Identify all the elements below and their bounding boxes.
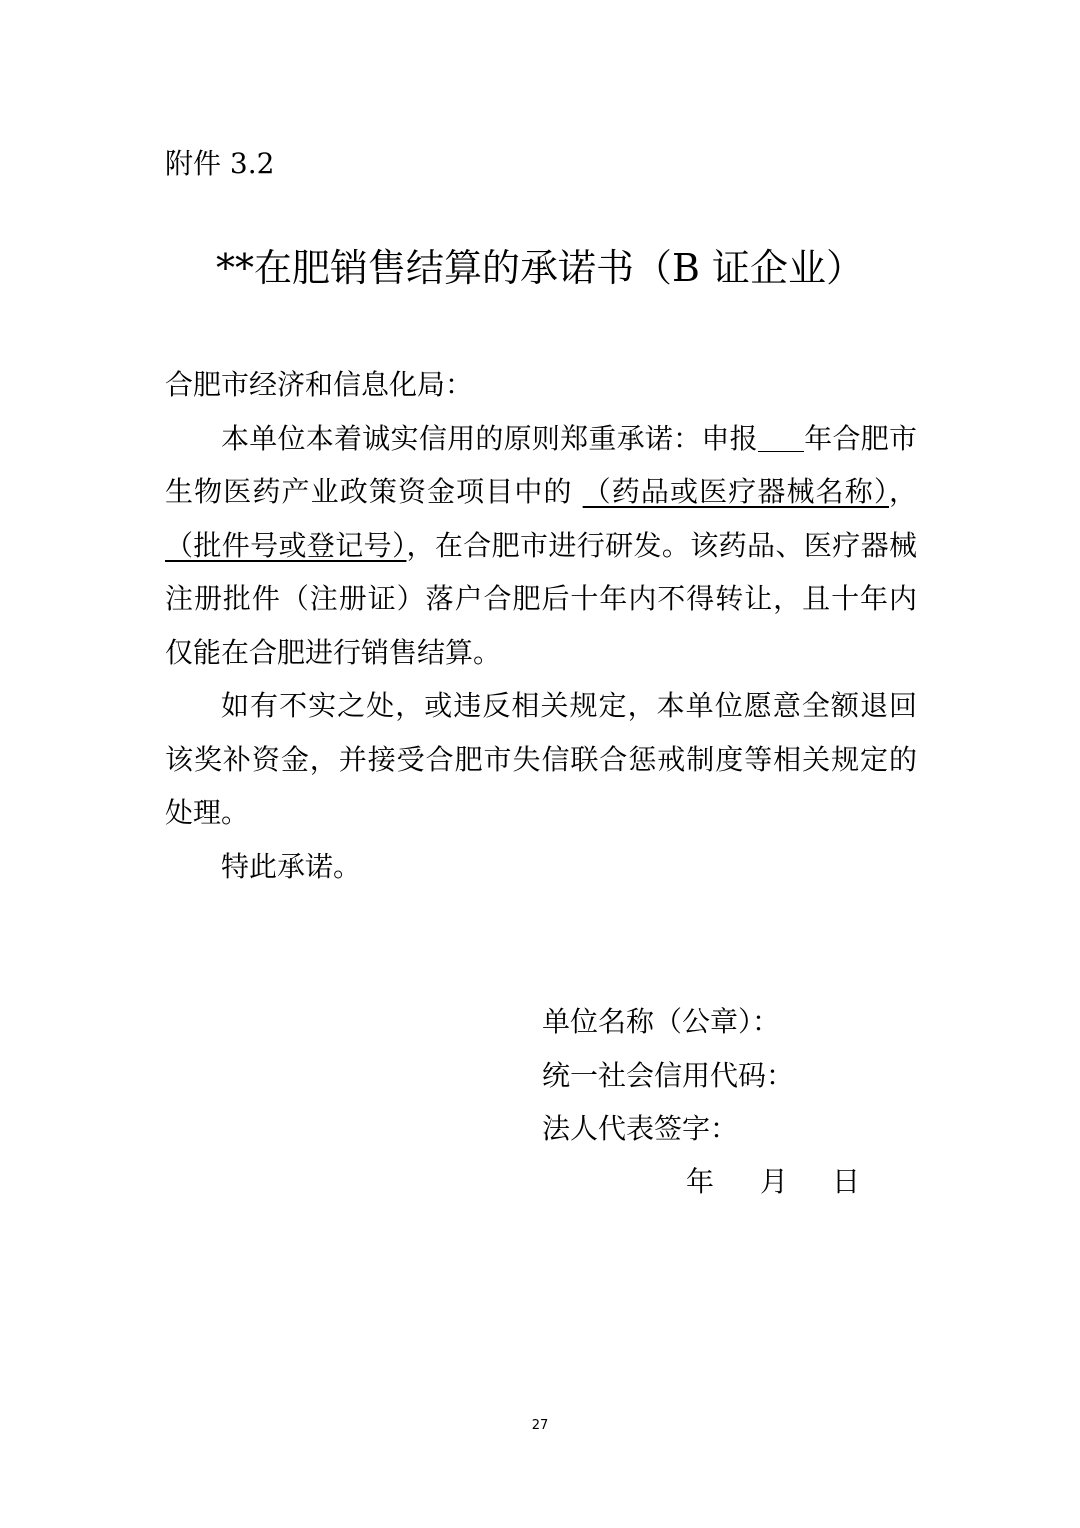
credit-code-label: 统一社会信用代码： xyxy=(542,1058,795,1092)
paragraph1-text-b: 年合肥市生物医药产业政策资金项目中的 xyxy=(165,421,917,508)
date-year: 年 xyxy=(686,1165,715,1198)
paragraph1-text-d: ，在合肥市进行研发。该药品、医疗器械注册批件（注册证）落户合肥后十年内不得转让，且十年内仅能在合肥进行销售结算。 xyxy=(165,528,917,669)
legal-rep-label: 法人代表签字： xyxy=(542,1112,739,1145)
approval-number-field: （批件号或登记号） xyxy=(165,528,407,562)
signature-block xyxy=(542,995,794,1156)
paragraph1-text-a: 本单位本着诚实信用的原则郑重承诺：申报 xyxy=(221,421,758,455)
unit-name-label: 单位名称（公章）： xyxy=(542,1005,781,1038)
commitment-paragraph xyxy=(165,412,917,680)
product-name-field: （药品或医疗器械名称） xyxy=(582,475,889,508)
date-day: 日 xyxy=(832,1165,861,1198)
violation-paragraph: 如有不实之处，或违反相关规定，本单位愿意全额退回该奖补资金，并接受合肥市失信联合惩戒制度等相关规定的处理。 xyxy=(165,689,917,829)
letter-body xyxy=(165,358,917,893)
attachment-label: 附件 3.2 xyxy=(165,147,275,180)
document-title: **在肥销售结算的承诺书（B 证企业） xyxy=(215,246,864,290)
closing-paragraph: 特此承诺。 xyxy=(221,849,362,883)
page-number: 27 xyxy=(531,1418,549,1433)
addressee: 合肥市经济和信息化局： xyxy=(165,368,474,401)
date-month: 月 xyxy=(760,1165,789,1198)
year-blank xyxy=(758,421,804,452)
paragraph1-text-c: ， xyxy=(888,475,917,508)
